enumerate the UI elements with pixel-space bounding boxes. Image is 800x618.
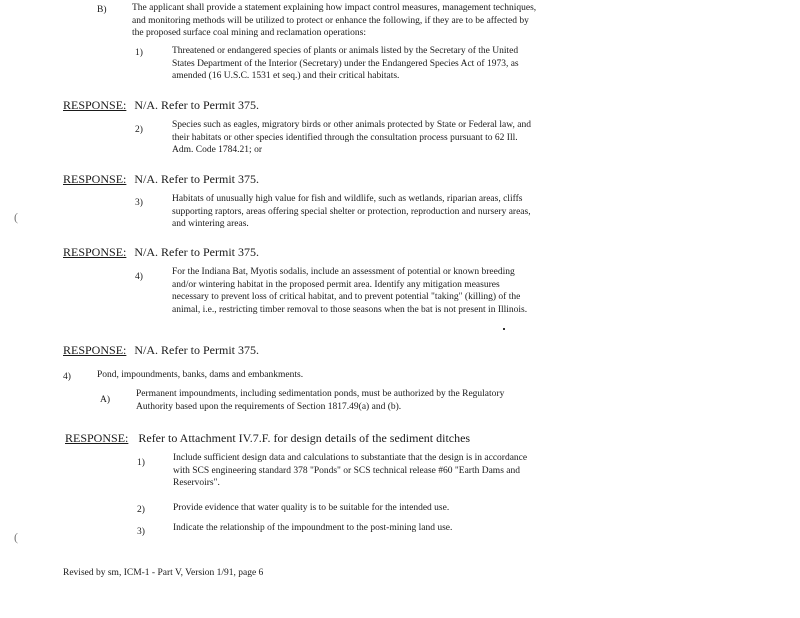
intro-text: The applicant shall provide a statement explaining how impact control measures, management techniques, and monitoring methods will be utilized to protect or enhance the following, if they are to be affected by the proposed surface coal mining and reclamation operations: — [132, 3, 537, 38]
list-text: Include sufficient design data and calculations to substantiate that the design is in accordance with SCS engineering standard 378 "Ponds" or SCS technical release #60 "Earth Dams and Reservoirs". — [173, 453, 528, 488]
response-text: N/A. Refer to Permit 375. — [134, 98, 260, 112]
page-footer: Revised by sm, ICM-1 - Part V, Version 1/91, page 6 — [63, 568, 264, 578]
section-number: 4) — [63, 372, 71, 382]
response-row — [63, 172, 259, 186]
section-title: Pond, impoundments, banks, dams and embankments. — [97, 370, 304, 380]
punch-hole-mark: ( — [14, 210, 18, 224]
item-text: For the Indiana Bat, Myotis sodalis, include an assessment of potential or known breeding and/or wintering habitat in the proposed permit area. Identify any mitigation measures necessary to prevent loss of critical habitat, and to prevent potential "taking" (killing) of the animal, i.e., restricting timber removal to those seasons when the bat is not present in Illinois. — [172, 267, 528, 315]
item-text: Habitats of unusually high value for fish and wildlife, such as wetlands, riparian areas, cliffs supporting raptors, areas offering special shelter or protection, reproduction and nursery areas, and wintering areas. — [172, 194, 531, 229]
response-text: N/A. Refer to Permit 375. — [134, 245, 260, 259]
scan-speck — [503, 328, 505, 330]
response-label: RESPONSE: — [63, 98, 127, 112]
item-number: 1) — [135, 48, 143, 58]
response-text: Refer to Attachment IV.7.F. for design details of the sediment ditches — [138, 431, 471, 445]
punch-hole-mark: ( — [14, 530, 18, 544]
intro-marker: B) — [97, 5, 107, 15]
item-number: 4) — [135, 272, 143, 282]
item-number: 3) — [135, 198, 143, 208]
response-text: N/A. Refer to Permit 375. — [134, 172, 260, 186]
response-label: RESPONSE: — [63, 343, 127, 357]
response-row — [63, 343, 259, 357]
item-text: Species such as eagles, migratory birds or other animals protected by State or Federal law, and their habitats or other species identified through the consultation process pursuant to 62 Ill. Adm. Code 1784.21; or — [172, 120, 531, 155]
sub-marker: A) — [100, 395, 111, 405]
item-text: Threatened or endangered species of plants or animals listed by the Secretary of the United States Department of the Interior (Secretary) under the Endangered Species Act of 1973, as amended (16 U.S.C. 1531 et seq.) and their critical habitats. — [172, 46, 519, 81]
list-number: 3) — [137, 527, 145, 537]
sub-text: Permanent impoundments, including sedimentation ponds, must be authorized by the Regulatory Authority based upon the requirements of Section 1817.49(a) and (b). — [136, 389, 505, 412]
response-text: N/A. Refer to Permit 375. — [134, 343, 260, 357]
list-text: Indicate the relationship of the impoundment to the post-mining land use. — [173, 523, 453, 533]
response-label: RESPONSE: — [63, 172, 127, 186]
list-text: Provide evidence that water quality is to be suitable for the intended use. — [173, 503, 450, 513]
response-row — [63, 98, 259, 112]
response-row — [65, 431, 470, 445]
response-label: RESPONSE: — [65, 431, 129, 445]
list-number: 1) — [137, 458, 145, 468]
response-label: RESPONSE: — [63, 245, 127, 259]
response-row — [63, 245, 259, 259]
list-number: 2) — [137, 505, 145, 515]
item-number: 2) — [135, 125, 143, 135]
